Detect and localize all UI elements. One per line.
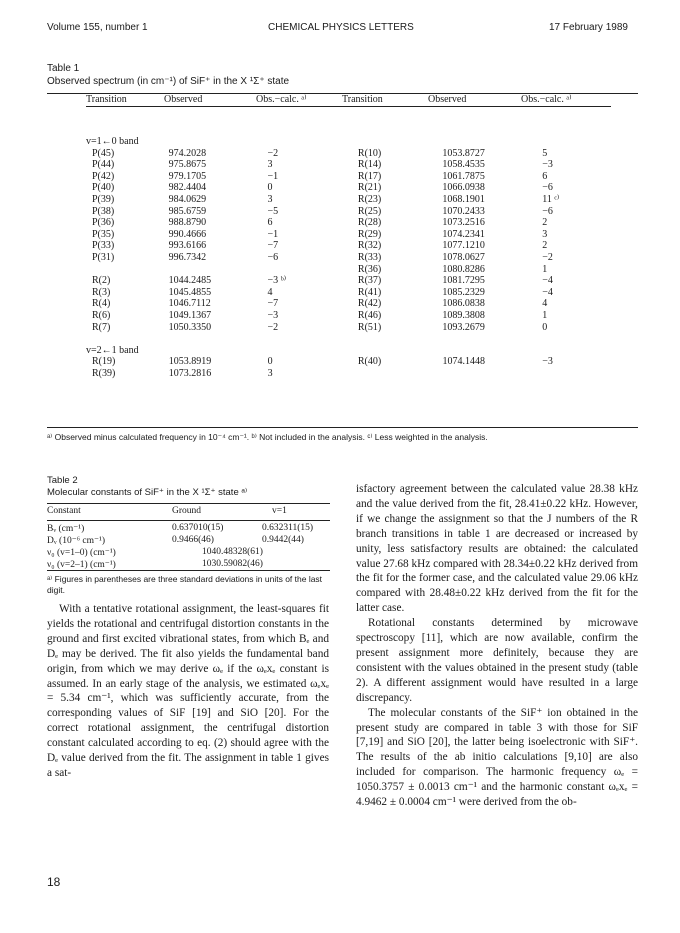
table-cell: P(44) — [92, 159, 115, 171]
table2-caption-block — [47, 475, 247, 499]
body-right-column — [356, 482, 638, 810]
table-cell: −2 — [542, 251, 553, 263]
table-row — [86, 356, 611, 368]
table-cell: 1053.8727 — [442, 147, 485, 159]
table-row — [86, 148, 611, 160]
table-cell: P(39) — [92, 193, 115, 205]
table-cell: −5 — [267, 205, 279, 217]
table-row — [86, 310, 611, 322]
table-cell: R(14) — [357, 159, 382, 171]
table-cell — [442, 368, 534, 380]
table1-col-obs-calc-2: Obs.−calc. ᵃ⁾ — [521, 94, 572, 105]
table-cell: −7 — [267, 240, 279, 252]
table-cell: 0.9442(44) — [262, 535, 304, 545]
table-cell: 993.6166 — [168, 240, 207, 252]
table-cell: R(28) — [357, 217, 382, 229]
table-cell: −1 — [267, 228, 279, 240]
table-cell: 0 — [542, 321, 548, 333]
header-date: 17 February 1989 — [549, 22, 628, 33]
table-cell: P(35) — [92, 228, 115, 240]
table-cell: 1066.0938 — [442, 182, 485, 194]
table-row — [86, 171, 611, 183]
table1-col-transition: Transition — [86, 94, 127, 105]
table-row — [86, 182, 611, 194]
table-row — [86, 368, 611, 380]
table-cell: R(21) — [357, 182, 382, 194]
table-cell: 990.4666 — [168, 228, 207, 240]
table-cell: 988.8790 — [168, 217, 207, 229]
table-cell: −4 — [542, 275, 553, 287]
table-cell — [534, 368, 611, 380]
table-cell: P(38) — [92, 205, 115, 217]
table-cell: 4 — [267, 286, 273, 298]
table1-header-row — [86, 94, 591, 106]
table2-label: Table 2 — [47, 475, 78, 486]
table-cell: R(39) — [92, 367, 116, 379]
table-cell: ν₀ (v=1–0) (cm⁻¹) — [47, 548, 116, 558]
table-row — [86, 275, 611, 287]
table-cell: 1040.48328(61) — [202, 547, 263, 557]
table2-bottom-rule — [47, 570, 330, 571]
table-cell: ν₀ (v=2–1) (cm⁻¹) — [47, 560, 116, 570]
table-cell: 1086.0838 — [442, 298, 485, 310]
table-cell: 1078.0627 — [442, 251, 485, 263]
table1-caption: Observed spectrum (in cm⁻¹) of SiF⁺ in the X ¹Σ⁺ state — [47, 76, 290, 87]
table-cell: R(17) — [357, 170, 382, 182]
table-cell: −3 ᵇ⁾ — [267, 275, 287, 287]
table-cell: R(6) — [92, 309, 111, 321]
table-cell: −3 — [542, 159, 553, 171]
table-row — [86, 240, 611, 252]
table1-caption-block — [47, 62, 289, 88]
table-cell: −3 — [267, 309, 279, 321]
table-cell — [169, 264, 260, 276]
table2-top-rule — [47, 503, 330, 504]
table-cell: R(7) — [92, 321, 111, 333]
table-cell: 6 — [542, 170, 548, 182]
table-cell: 1081.7295 — [442, 275, 485, 287]
table-cell: 1045.4855 — [168, 286, 212, 298]
table-cell — [260, 264, 352, 276]
table-cell: 1061.7875 — [442, 170, 485, 182]
table-cell: 975.8675 — [168, 159, 207, 171]
table-cell: 1085.2329 — [442, 286, 485, 298]
table-cell: 3 — [267, 193, 273, 205]
table-cell: 1058.4535 — [442, 159, 485, 171]
table1-header — [86, 94, 591, 106]
table-cell: −2 — [267, 147, 279, 159]
table-cell: 0 — [267, 182, 273, 194]
table-cell: Bᵥ (cm⁻¹) — [47, 524, 85, 534]
table2-header-row — [47, 506, 330, 518]
table1-band1 — [86, 148, 611, 334]
table1-band2 — [86, 356, 611, 379]
table-cell: R(29) — [357, 228, 382, 240]
table-cell: R(32) — [357, 240, 382, 252]
table-row — [86, 322, 611, 334]
table1-band2-label: v=2←1 band — [86, 344, 139, 356]
table-cell: P(31) — [92, 251, 115, 263]
table-cell: 1049.1367 — [168, 309, 212, 321]
table1-col-transition-2: Transition — [342, 94, 383, 105]
table-cell: P(40) — [92, 182, 115, 194]
table2-footnote: ᵃ⁾ Figures in parentheses are three standard deviations in units of the last digit. — [47, 574, 323, 595]
body-left-column — [47, 602, 329, 781]
table-cell — [86, 264, 169, 276]
table1-band1-label: v=1←0 band — [86, 136, 139, 147]
body-right-paragraph-2: Rotational constants determined by microwave spectroscopy [11], which are now available, confirm the present assignment more definitely, because they are consistent with the values obtained in the present study (table 2). A different assignment would have resulted in a large discrepancy. — [356, 617, 638, 704]
table-cell: 0.637010(15) — [172, 523, 224, 533]
table-cell: 0.9466(46) — [172, 535, 214, 545]
table-cell: −6 — [542, 182, 553, 194]
table-cell: 2 — [542, 240, 548, 252]
table-cell: 984.0629 — [168, 193, 207, 205]
table-cell: 1073.2516 — [442, 217, 485, 229]
table1-bottom-rule — [47, 427, 638, 428]
table1-body — [86, 136, 611, 379]
table2-col-ground: Ground — [172, 506, 202, 516]
table-cell: 3 — [267, 367, 273, 379]
table-cell: 5 — [542, 147, 548, 159]
table-cell: −6 — [542, 205, 553, 217]
table1-col-observed-2: Observed — [428, 94, 467, 105]
table-cell: R(40) — [357, 356, 382, 368]
table-cell: 974.2028 — [168, 147, 207, 159]
table1-col-obs-calc: Obs.−calc. ᵃ⁾ — [256, 94, 307, 105]
table-cell: 1068.1901 — [442, 193, 485, 205]
body-left-paragraph: With a tentative rotational assignment, the least-squares fit yields the rotational and centrifugal distortion constants in the ground and first excited vibrational states, from which Bₑ and Dₑ may be derived. The fit also yields the fundamental band origin, from which we may derive ωₑ if the ωₑxₑ constant is assumed. In an early stage of the analysis, we estimated ωₑxₑ = 5.34 cm⁻¹, which was sufficiently accurate, from the corresponding values of SiF [19] and SiO [20]. For the correct rotational assignment, the centrifugal distortion constant calculated according to eq. (2) should agree with the Dₑ value derived from the fit. The assignment in table 1 gives a sat- — [47, 603, 329, 779]
table-cell: −3 — [542, 356, 553, 368]
table-cell: 11 ᶜ⁾ — [542, 193, 560, 205]
table-cell: Dᵥ (10⁻⁶ cm⁻¹) — [47, 536, 106, 546]
page-number: 18 — [47, 875, 61, 889]
table-cell: 1070.2433 — [442, 205, 485, 217]
table-row — [86, 287, 611, 299]
table-cell: 1074.1448 — [442, 356, 485, 368]
table-cell: R(46) — [357, 309, 382, 321]
table-cell: 1089.3808 — [442, 309, 485, 321]
table-cell: R(4) — [92, 298, 111, 310]
table2-header-rule — [47, 520, 330, 521]
table-cell: R(25) — [357, 205, 382, 217]
body-right-paragraph-3: The molecular constants of the SiF⁺ ion obtained in the present study are compared in table 3 with those for SiF [7,19] and SiO [20], the latter being isoelectronic with SiF⁺. The results of the ab initio calculations [9,10] are also included for comparison. The harmonic frequency ωₑ = 1050.3757 ± 0.0013 cm⁻¹ and the harmonic constant ωₑxₑ = 4.9462 ± 0.0004 cm⁻¹ were derived from the ob- — [356, 706, 638, 809]
table-row — [86, 229, 611, 241]
table-cell: R(37) — [357, 275, 382, 287]
table-cell: R(19) — [92, 356, 116, 368]
table1 — [86, 94, 611, 106]
table-cell: −4 — [542, 286, 553, 298]
header-volume: Volume 155, number 1 — [47, 22, 148, 33]
table-cell: 4 — [542, 298, 548, 310]
table-cell: 2 — [542, 217, 548, 229]
table-cell: 1046.7112 — [168, 298, 211, 310]
table-cell: P(33) — [92, 240, 115, 252]
table-row — [86, 159, 611, 171]
table1-col-observed: Observed — [164, 94, 203, 105]
table-cell: R(3) — [92, 286, 111, 298]
table-row — [47, 535, 330, 547]
table-row — [86, 252, 611, 264]
table-cell: R(33) — [357, 251, 382, 263]
table-cell: R(51) — [357, 321, 382, 333]
table-cell: R(10) — [357, 147, 382, 159]
table2-caption: Molecular constants of SiF⁺ in the X ¹Σ⁺ state ᵃ⁾ — [47, 487, 248, 498]
table-cell: −6 — [267, 251, 279, 263]
table1-header-rule — [86, 106, 611, 107]
table2-header — [47, 506, 330, 518]
table-cell: 0 — [267, 356, 273, 368]
table-cell: 1030.59082(46) — [202, 559, 263, 569]
table-cell: 1093.2679 — [442, 321, 485, 333]
table-row — [47, 523, 330, 535]
table-cell: 3 — [542, 228, 548, 240]
table-cell: 3 — [267, 159, 273, 171]
table-cell: 979.1705 — [168, 170, 207, 182]
header-journal: CHEMICAL PHYSICS LETTERS — [268, 22, 414, 33]
table-cell: 1044.2485 — [168, 275, 212, 287]
table-cell: 1053.8919 — [168, 356, 212, 368]
table2-col-constant: Constant — [47, 506, 81, 516]
table-cell: R(42) — [357, 298, 382, 310]
table-row — [47, 547, 330, 559]
body-right-paragraph-1: isfactory agreement between the calculated value 28.38 kHz and the value derived from the fit, 28.41±0.22 kHz. However, if we change the assignment so that the J numbers of the R branch transitions in table 1 are decreased or increased by unity, less satisfactory results are obtained: the calculated value 27.68 kHz compared with 28.34±0.22 kHz derived from the fit for the former case, and the calculated value 29.06 kHz compared with 28.48±0.22 kHz derived from the fit for the latter case. — [356, 483, 638, 615]
table-cell: 6 — [267, 217, 273, 229]
table-cell: 1073.2816 — [168, 367, 212, 379]
table-cell — [352, 368, 443, 380]
table-cell: 982.4404 — [168, 182, 207, 194]
table-cell: 1050.3350 — [168, 321, 212, 333]
table-cell: 1080.8286 — [442, 263, 485, 275]
table2-col-v1: v=1 — [272, 506, 287, 516]
table-cell: −1 — [267, 170, 279, 182]
table-cell: −7 — [267, 298, 279, 310]
table-cell: 996.7342 — [168, 251, 207, 263]
table-cell: 985.6759 — [168, 205, 207, 217]
table-row — [86, 194, 611, 206]
table-row — [86, 264, 611, 276]
table-row — [86, 217, 611, 229]
table-cell: R(36) — [357, 263, 382, 275]
table-cell: P(36) — [92, 217, 115, 229]
table-cell: −2 — [267, 321, 279, 333]
table-cell: 1 — [542, 263, 548, 275]
table-cell: 1074.2341 — [442, 228, 485, 240]
table-cell: R(41) — [357, 286, 382, 298]
table-cell: 0.632311(15) — [262, 523, 314, 533]
table2-body — [47, 523, 330, 571]
table-cell: P(45) — [92, 147, 115, 159]
table1-label: Table 1 — [47, 63, 80, 74]
table-row — [86, 298, 611, 310]
table-cell: 1 — [542, 309, 548, 321]
table-cell: R(2) — [92, 275, 111, 287]
table1-footnote: ᵃ⁾ Observed minus calculated frequency in 10⁻⁴ cm⁻¹. ᵇ⁾ Not included in the analysis. ᶜ⁾ Less weighted in the analysis. — [47, 432, 488, 442]
table-cell: P(42) — [92, 170, 115, 182]
table-cell: 1077.1210 — [442, 240, 485, 252]
table-row — [86, 206, 611, 218]
table-cell: R(23) — [357, 193, 382, 205]
